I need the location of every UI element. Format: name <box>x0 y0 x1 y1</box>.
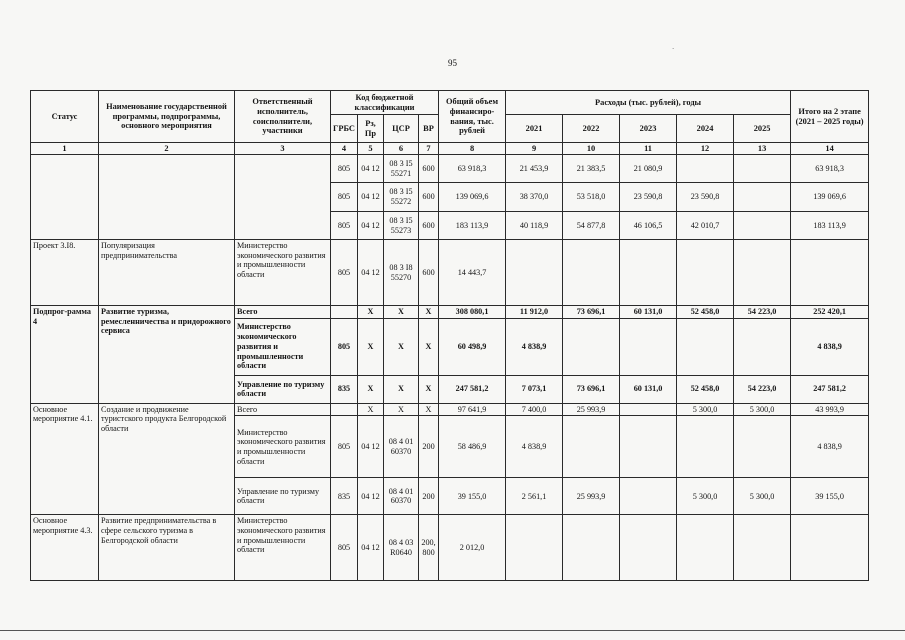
total-cell: 247 581,2 <box>439 375 506 403</box>
y2022-cell: 25 993,9 <box>563 478 620 515</box>
y2022-cell <box>563 240 620 306</box>
y2023-cell: 60 131,0 <box>620 375 677 403</box>
responsible-cell: Управление по туризму области <box>235 375 331 403</box>
itog-cell: 183 113,9 <box>791 212 869 240</box>
csr-cell: X <box>384 306 419 319</box>
y2022-cell: 21 383,5 <box>563 155 620 183</box>
rzpr-cell: 04 12 <box>358 416 384 478</box>
responsible-cell: Министерство экономического развития и промышленности области <box>235 515 331 581</box>
vr-cell: 200 <box>419 478 439 515</box>
name-cell: Развитие предпринимательства в сфере сельского туризма в Белгородской области <box>99 515 235 581</box>
csr-cell: X <box>384 403 419 416</box>
vr-cell: X <box>419 375 439 403</box>
itog-cell: 43 993,9 <box>791 403 869 416</box>
rzpr-cell: 04 12 <box>358 240 384 306</box>
total-cell: 97 641,9 <box>439 403 506 416</box>
y2025-cell: 54 223,0 <box>734 375 791 403</box>
grbs-cell: 805 <box>331 416 358 478</box>
rzpr-cell: 04 12 <box>358 515 384 581</box>
table-row <box>31 240 869 306</box>
y2023-cell <box>620 478 677 515</box>
column-index-row <box>31 143 869 155</box>
column-index: 8 <box>439 143 506 155</box>
itog-cell: 4 838,9 <box>791 416 869 478</box>
header-stage-total: Итого на 2 этапе (2021 – 2025 годы) <box>791 91 869 143</box>
header-year-2023: 2023 <box>620 115 677 143</box>
header-total: Общий объем финансиро-вания, тыс. рублей <box>439 91 506 143</box>
itog-cell: 139 069,6 <box>791 183 869 212</box>
y2022-cell <box>563 515 620 581</box>
column-index: 7 <box>419 143 439 155</box>
y2024-cell: 23 590,8 <box>677 183 734 212</box>
header-grbs: ГРБС <box>331 115 358 143</box>
itog-cell: 252 420,1 <box>791 306 869 319</box>
y2023-cell <box>620 416 677 478</box>
csr-cell: 08 3 I5 55273 <box>384 212 419 240</box>
y2021-cell <box>506 240 563 306</box>
y2022-cell <box>563 416 620 478</box>
y2025-cell: 5 300,0 <box>734 403 791 416</box>
y2023-cell: 60 131,0 <box>620 306 677 319</box>
responsible-cell: Всего <box>235 403 331 416</box>
y2021-cell: 21 453,9 <box>506 155 563 183</box>
responsible-cell: Министерство экономического развития и промышленности области <box>235 416 331 478</box>
column-index: 1 <box>31 143 99 155</box>
column-index: 5 <box>358 143 384 155</box>
y2023-cell: 46 106,5 <box>620 212 677 240</box>
y2021-cell: 7 400,0 <box>506 403 563 416</box>
y2025-cell <box>734 416 791 478</box>
y2021-cell: 4 838,9 <box>506 416 563 478</box>
table-row <box>31 155 869 183</box>
grbs-cell: 805 <box>331 212 358 240</box>
vr-cell: 600 <box>419 155 439 183</box>
grbs-cell <box>331 306 358 319</box>
y2023-cell: 21 080,9 <box>620 155 677 183</box>
y2021-cell: 2 561,1 <box>506 478 563 515</box>
y2023-cell <box>620 240 677 306</box>
header-csr: ЦСР <box>384 115 419 143</box>
rzpr-cell: 04 12 <box>358 212 384 240</box>
vr-cell: 600 <box>419 240 439 306</box>
grbs-cell: 805 <box>331 240 358 306</box>
y2021-cell: 7 073,1 <box>506 375 563 403</box>
total-cell: 14 443,7 <box>439 240 506 306</box>
header-name: Наименование государственной программы, подпрограммы, основного мероприятия <box>99 91 235 143</box>
header-status: Статус <box>31 91 99 143</box>
y2023-cell <box>620 515 677 581</box>
column-index: 10 <box>563 143 620 155</box>
header-budget-code: Код бюджетной классификации <box>331 91 439 115</box>
header-year-2021: 2021 <box>506 115 563 143</box>
rzpr-cell: 04 12 <box>358 155 384 183</box>
grbs-cell: 835 <box>331 478 358 515</box>
y2022-cell: 25 993,9 <box>563 403 620 416</box>
total-cell: 39 155,0 <box>439 478 506 515</box>
name-cell <box>99 155 235 240</box>
header-year-2025: 2025 <box>734 115 791 143</box>
csr-cell: 08 4 01 60370 <box>384 416 419 478</box>
rzpr-cell: 04 12 <box>358 183 384 212</box>
column-index: 9 <box>506 143 563 155</box>
y2022-cell: 54 877,8 <box>563 212 620 240</box>
grbs-cell: 805 <box>331 515 358 581</box>
header-vr: ВР <box>419 115 439 143</box>
y2025-cell <box>734 240 791 306</box>
y2025-cell: 54 223,0 <box>734 306 791 319</box>
header-row-1 <box>31 91 869 115</box>
itog-cell: 4 838,9 <box>791 318 869 375</box>
itog-cell: 39 155,0 <box>791 478 869 515</box>
vr-cell: 200 <box>419 416 439 478</box>
y2021-cell: 11 912,0 <box>506 306 563 319</box>
rzpr-cell: X <box>358 306 384 319</box>
y2025-cell <box>734 183 791 212</box>
itog-cell: 247 581,2 <box>791 375 869 403</box>
y2024-cell: 52 458,0 <box>677 375 734 403</box>
table-row <box>31 306 869 319</box>
total-cell: 308 080,1 <box>439 306 506 319</box>
column-index: 14 <box>791 143 869 155</box>
csr-cell: 08 3 I5 55272 <box>384 183 419 212</box>
csr-cell: 08 3 I5 55271 <box>384 155 419 183</box>
header-responsible: Ответственный исполнитель, соисполнители, участники <box>235 91 331 143</box>
grbs-cell: 835 <box>331 375 358 403</box>
y2022-cell <box>563 318 620 375</box>
rzpr-cell: X <box>358 403 384 416</box>
csr-cell: 08 4 03 R0640 <box>384 515 419 581</box>
y2024-cell: 5 300,0 <box>677 403 734 416</box>
total-cell: 60 498,9 <box>439 318 506 375</box>
header-year-2022: 2022 <box>563 115 620 143</box>
responsible-cell <box>235 155 331 240</box>
header-rzpr: Рз, Пр <box>358 115 384 143</box>
responsible-cell: Министерство экономического развития и промышленности области <box>235 318 331 375</box>
itog-cell: 63 918,3 <box>791 155 869 183</box>
grbs-cell: 805 <box>331 155 358 183</box>
vr-cell: X <box>419 306 439 319</box>
vr-cell: X <box>419 318 439 375</box>
y2024-cell <box>677 240 734 306</box>
responsible-cell: Всего <box>235 306 331 319</box>
column-index: 2 <box>99 143 235 155</box>
y2024-cell: 42 010,7 <box>677 212 734 240</box>
rzpr-cell: X <box>358 318 384 375</box>
column-index: 6 <box>384 143 419 155</box>
y2021-cell: 38 370,0 <box>506 183 563 212</box>
status-cell: Подпрог-рамма 4 <box>31 306 99 404</box>
status-cell: Проект 3.I8. <box>31 240 99 306</box>
total-cell: 183 113,9 <box>439 212 506 240</box>
column-index: 3 <box>235 143 331 155</box>
budget-table <box>30 90 869 581</box>
y2025-cell <box>734 318 791 375</box>
y2024-cell: 5 300,0 <box>677 478 734 515</box>
responsible-cell: Управление по туризму области <box>235 478 331 515</box>
header-expenses: Расходы (тыс. рублей), годы <box>506 91 791 115</box>
y2024-cell <box>677 416 734 478</box>
total-cell: 58 486,9 <box>439 416 506 478</box>
y2025-cell <box>734 155 791 183</box>
vr-cell: 600 <box>419 212 439 240</box>
y2021-cell: 40 118,9 <box>506 212 563 240</box>
header-year-2024: 2024 <box>677 115 734 143</box>
table-row <box>31 515 869 581</box>
y2021-cell <box>506 515 563 581</box>
vr-cell: X <box>419 403 439 416</box>
rzpr-cell: X <box>358 375 384 403</box>
itog-cell <box>791 240 869 306</box>
name-cell: Развитие туризма, ремесленничества и придорожного сервиса <box>99 306 235 404</box>
name-cell: Популяризация предпринимательства <box>99 240 235 306</box>
total-cell: 63 918,3 <box>439 155 506 183</box>
y2023-cell: 23 590,8 <box>620 183 677 212</box>
grbs-cell: 805 <box>331 183 358 212</box>
itog-cell <box>791 515 869 581</box>
column-index: 13 <box>734 143 791 155</box>
csr-cell: 08 3 I8 55270 <box>384 240 419 306</box>
vr-cell: 200, 800 <box>419 515 439 581</box>
y2022-cell: 73 696,1 <box>563 375 620 403</box>
column-index: 12 <box>677 143 734 155</box>
rzpr-cell: 04 12 <box>358 478 384 515</box>
column-index: 11 <box>620 143 677 155</box>
scan-mark: ` <box>672 47 675 55</box>
y2024-cell <box>677 515 734 581</box>
y2023-cell <box>620 403 677 416</box>
total-cell: 139 069,6 <box>439 183 506 212</box>
csr-cell: X <box>384 375 419 403</box>
y2022-cell: 53 518,0 <box>563 183 620 212</box>
y2022-cell: 73 696,1 <box>563 306 620 319</box>
table-row <box>31 403 869 416</box>
y2024-cell <box>677 155 734 183</box>
grbs-cell <box>331 403 358 416</box>
grbs-cell: 805 <box>331 318 358 375</box>
y2025-cell <box>734 212 791 240</box>
status-cell: Основное мероприятие 4.3. <box>31 515 99 581</box>
csr-cell: 08 4 01 60370 <box>384 478 419 515</box>
page-edge-line <box>0 630 905 631</box>
total-cell: 2 012,0 <box>439 515 506 581</box>
status-cell <box>31 155 99 240</box>
y2025-cell <box>734 515 791 581</box>
column-index: 4 <box>331 143 358 155</box>
y2024-cell: 52 458,0 <box>677 306 734 319</box>
page-number: 95 <box>448 58 457 68</box>
y2023-cell <box>620 318 677 375</box>
y2021-cell: 4 838,9 <box>506 318 563 375</box>
responsible-cell: Министерство экономического развития и промышленности области <box>235 240 331 306</box>
status-cell: Основное мероприятие 4.1. <box>31 403 99 515</box>
name-cell: Создание и продвижение туристского продукта Белгородской области <box>99 403 235 515</box>
csr-cell: X <box>384 318 419 375</box>
y2024-cell <box>677 318 734 375</box>
y2025-cell: 5 300,0 <box>734 478 791 515</box>
vr-cell: 600 <box>419 183 439 212</box>
